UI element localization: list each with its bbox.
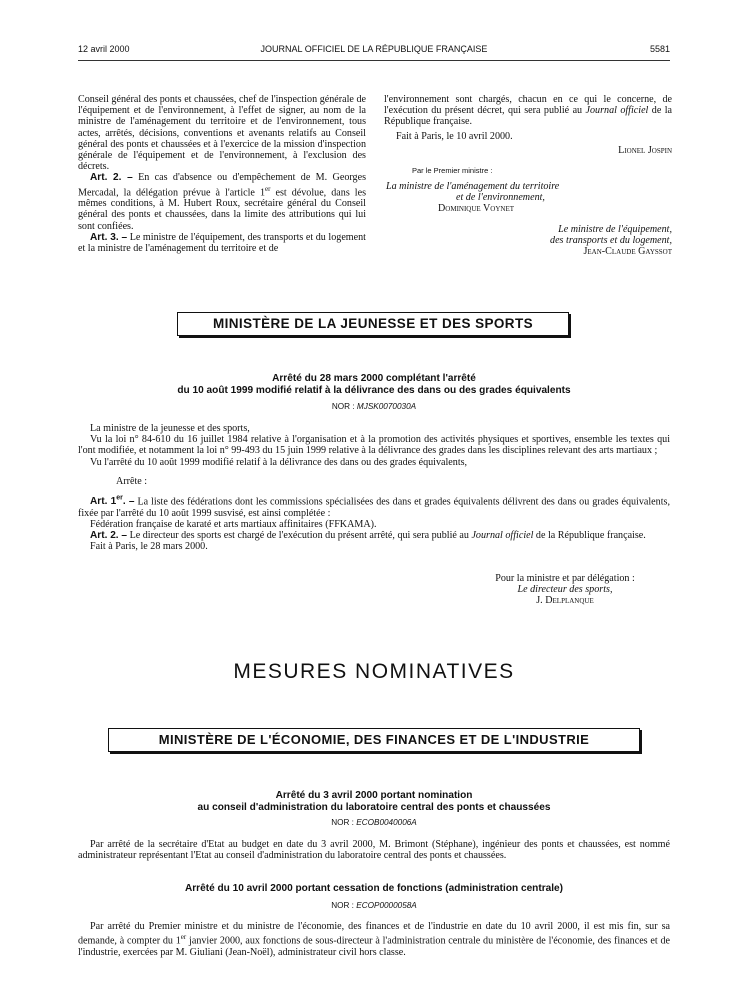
article-2-label: Art. 2. – [90, 172, 133, 184]
arrete-2-title [78, 790, 670, 813]
ministry-heading-jeunesse-sports: MINISTÈRE DE LA JEUNESSE ET DES SPORTS [177, 312, 569, 336]
arrete-keyword: Arrête : [116, 475, 148, 487]
left-article-3 [78, 232, 366, 254]
nor-label: NOR : [331, 818, 354, 827]
signature-directeur: Le directeur des sports, [517, 584, 613, 596]
nor-code: ECOB0040006A [356, 818, 417, 827]
right-para-1-text-a: l'environnement sont chargés, chacun en ce qui le concerne, de l'exécution du présent décret, qui sera publié au [384, 94, 672, 117]
ministre-equipement-line-1: Le ministre de l'équipement, [558, 224, 672, 235]
arrete-2-title-line-1: Arrêté du 3 avril 2000 portant nomination [275, 790, 473, 801]
visa-ministre: La ministre de la jeunesse et des sports, [90, 423, 250, 434]
arrete-3-text-a: Par arrêté du Premier ministre et du ministre de l'économie, des finances et de l'industrie en date du 10 avril 2000, il est mis fin, sur sa demande, à compter du 1 [78, 921, 670, 947]
nor-label: NOR : [331, 901, 354, 910]
journal-officiel-ref: Journal officiel [471, 529, 534, 541]
article-2-text-b: de la République française. [533, 529, 646, 541]
article-3-text: Le ministre de l'équipement, des transports et du logement et la ministre de l'aménagement du territoire et de [78, 231, 366, 254]
fait-a-paris-decret: Fait à Paris, le 10 avril 2000. [396, 130, 513, 142]
article-2-text-b: est dévolue, dans les mêmes conditions, à M. Hubert Roux, secrétaire général du Conseil général des ponts et chaussées, dans la limite des attributions qui lui sont confiées. [78, 186, 366, 232]
right-para-1 [384, 94, 672, 128]
article-2-text-a: En cas d'absence ou d'empêchement de M. Georges Mercadal, la délégation prévue à l'article 1 [78, 172, 366, 198]
arrete-1-nor [78, 402, 670, 411]
left-para-1: Conseil général des ponts et chaussées, chef de l'inspection générale de l'équipement et de l'environnement, à l'effet de signer, au nom de la ministre de l'aménagement du territoire et de l'environnement, tous actes, arrêtés, décisions, conventions et avenants relatifs au Conseil général des ponts et chaussées et à l'exercice de la mission d'inspection générale de l'équipement et de l'environnement, à l'exclusion des décrets. [78, 94, 366, 173]
arrete-2-text: Par arrêté de la secrétaire d'Etat au budget en date du 3 avril 2000, M. Brimont (Stéphane), ingénieur des ponts et chaussées, est nommé administrateur représentant l'Etat au conseil d'administration du laboratoire central des ponts et chaussées. [78, 839, 670, 862]
arrete-1-body [78, 423, 670, 552]
article-1-label: Art. 1er. – [90, 495, 135, 508]
nor-code: ECOP0000058A [356, 901, 417, 910]
visa-loi: Vu la loi n° 84-610 du 16 juillet 1984 relative à l'organisation et à la promotion des activités physiques et sportives, ensemble les textes qui l'ont modifiée, et notamment la loi n° 99-493 du 15 juin 1999 relative à la délivrance des grades dans les disciplines relevant des arts martiaux ; [78, 434, 670, 457]
article-1-text: La liste des fédérations dont les commissions spécialisées des dans et grades équivalents délivrent des dans ou grades équivalents, fixée par l'arrêté du 10 août 1999 susvisé, est ainsi complétée : [78, 496, 670, 519]
ministry-heading-economie: MINISTÈRE DE L'ÉCONOMIE, DES FINANCES ET DE L'INDUSTRIE [108, 728, 640, 752]
ffkama-line: Fédération française de karaté et arts martiaux affinitaires (FFKAMA). [90, 518, 377, 530]
fait-a-paris-arrete: Fait à Paris, le 28 mars 2000. [90, 541, 208, 553]
right-column [384, 94, 673, 257]
signature-voynet: Dominique Voynet [438, 203, 515, 214]
article-3-label: Art. 3. – [90, 231, 128, 243]
signature-delegation: Pour la ministre et par délégation : [495, 573, 635, 584]
journal-officiel-ref: Journal officiel [585, 105, 649, 117]
arrete-1-title-line-2: du 10 août 1999 modifié relatif à la délivrance des dans ou des grades équivalents [177, 384, 571, 396]
visa-arrete: Vu l'arrêté du 10 août 1999 modifié relatif à la délivrance des dans ou des grades équivalents, [90, 456, 468, 468]
par-le-premier-ministre: Par le Premier ministre : [412, 166, 493, 175]
signature-jospin: Lionel Jospin [618, 144, 672, 156]
arrete-2-nor [78, 818, 670, 827]
arrete-1-article-2 [78, 530, 670, 541]
header-rule [78, 60, 670, 61]
arrete-2-title-line-2: au conseil d'administration du laboratoire central des ponts et chaussées [197, 801, 551, 813]
article-2-superscript: er [265, 184, 271, 193]
article-2-label: Art. 2. – [90, 529, 128, 541]
ministre-equipement-line-2: des transports et du logement, [550, 235, 672, 246]
mesures-nominatives-heading: MESURES NOMINATIVES [233, 660, 515, 683]
ministre-amenagement-line-1: La ministre de l'aménagement du territoire [386, 181, 560, 192]
arrete-1-title [78, 373, 670, 396]
nor-label: NOR : [331, 402, 355, 411]
signature-gayssot: Jean-Claude Gayssot [583, 246, 672, 257]
arrete-3-text [78, 921, 670, 958]
ministre-amenagement-line-2: et de l'environnement, [456, 192, 545, 203]
arrete-1-article-1 [78, 493, 670, 519]
arrete-1-signature [420, 573, 670, 607]
arrete-3-title: Arrêté du 10 avril 2000 portant cessation de fonctions (administration centrale) [184, 883, 564, 894]
article-2-text-a: Le directeur des sports est chargé de l'exécution du présent arrêté, qui sera publié au [129, 529, 472, 541]
header-date: 12 avril 2000 [78, 44, 130, 54]
signature-delplanque: J. Delplanque [536, 595, 594, 607]
header-page-number: 5581 [649, 44, 670, 54]
left-article-2 [78, 172, 366, 231]
page-header [78, 44, 670, 56]
left-column [78, 94, 366, 254]
arrete-3-text-b: janvier 2000, aux fonctions de sous-directeur à l'administration centrale du ministère de l'économie, des finances et de l'industrie, exercées par M. Giuliani (Jean-Noël), administrateur civil hors classe. [78, 935, 670, 958]
header-journal-title: JOURNAL OFFICIEL DE LA RÉPUBLIQUE FRANÇAISE [260, 44, 488, 54]
arrete-3-nor [78, 901, 670, 910]
right-para-1-text-b: de la République française. [384, 105, 673, 128]
nor-code: MJSK0070030A [356, 402, 417, 411]
arrete-3-superscript: er [180, 933, 187, 942]
arrete-1-title-line-1: Arrêté du 28 mars 2000 complétant l'arrêté [272, 373, 476, 384]
